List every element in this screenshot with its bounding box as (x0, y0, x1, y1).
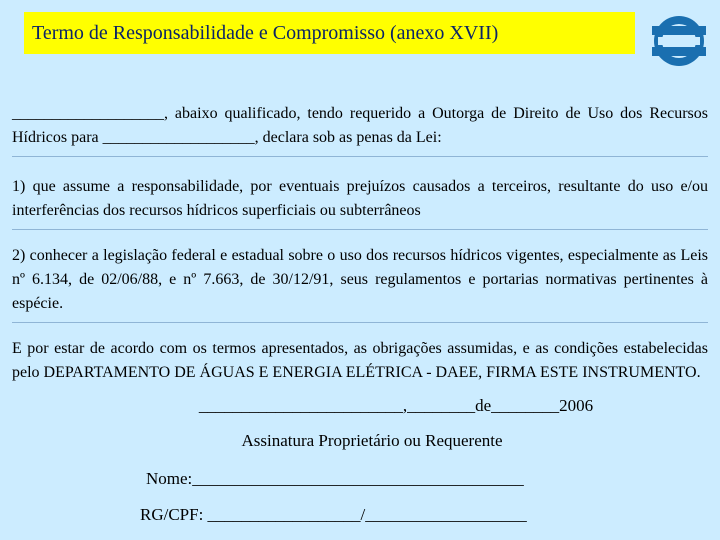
closing-paragraph: E por estar de acordo com os termos apresentados, as obrigações assumidas, e as condições estabelecidas pelo DEPARTAMENTO DE ÁGUAS E ENERGIA ELÉTRICA - DAEE, FIRMA ESTE INSTRUMENTO. (12, 340, 708, 381)
clause-1: 1) que assume a responsabilidade, por eventuais prejuízos causados a terceiros, resultante do uso e/ou interferências dos recursos hídricos superficiais ou subterrâneos (12, 178, 708, 219)
page-title: Termo de Responsabilidade e Compromisso (anexo XVII) (32, 21, 499, 44)
title-banner (24, 12, 635, 54)
divider (12, 156, 708, 157)
rg-cpf-line: RG/CPF: __________________/___________________ (140, 505, 527, 524)
document-body (12, 102, 708, 385)
clause-2: 2) conhecer a legislação federal e estadual sobre o uso dos recursos hídricos vigentes, especialmente as Leis nº 6.134, de 02/06/88, e nº 7.663, de 30/12/91, seus regulamentos e portarias normativas pertinentes à espécie. (12, 247, 708, 312)
date-line: ________________________,________de________2006 (198, 396, 594, 415)
signature-label: Assinatura Proprietário ou Requerente (241, 431, 503, 450)
intro-paragraph: ___________________, abaixo qualificado, tendo requerido a Outorga de Direito de Uso dos Recursos Hídricos para ___________________, declara sob as penas da Lei: (12, 105, 708, 146)
daee-logo-icon (650, 12, 708, 70)
divider (12, 229, 708, 230)
name-line: Nome:_______________________________________ (146, 469, 524, 488)
divider (12, 322, 708, 323)
